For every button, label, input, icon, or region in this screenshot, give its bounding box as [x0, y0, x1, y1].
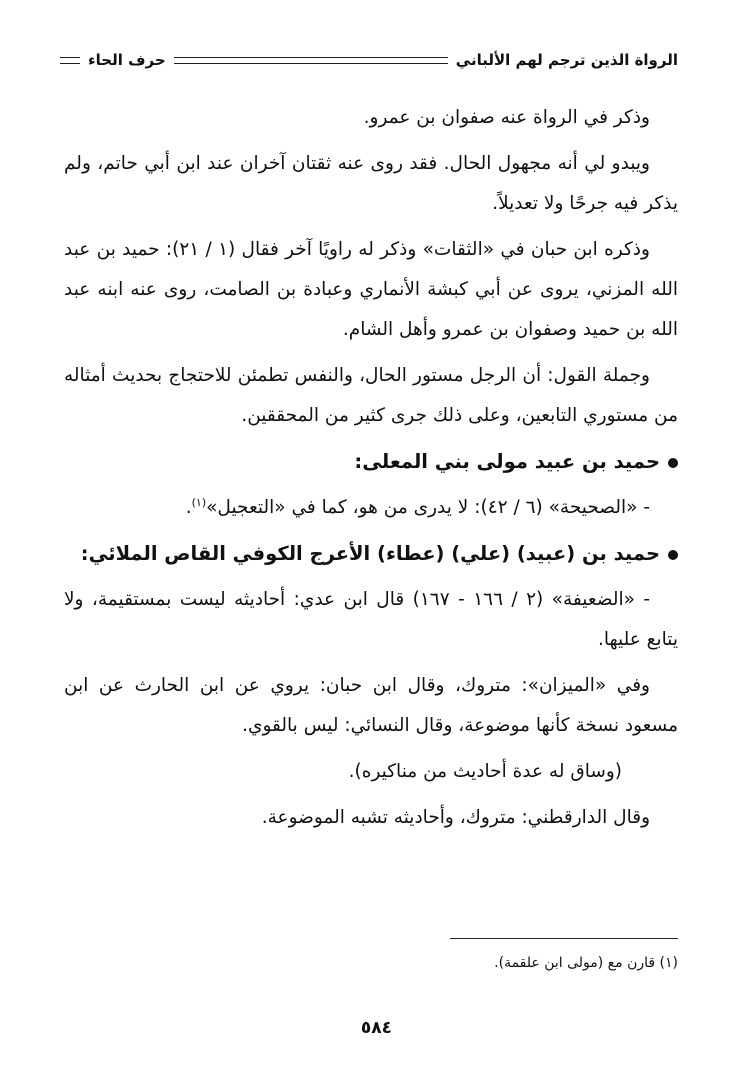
entry-2-line-2: وفي «الميزان»: متروك، وقال ابن حبان: يروي عن ابن الحارث عن ابن مسعود نسخة كأنها موضوعة، وقال النسائي: ليس بالقوي.: [64, 675, 678, 736]
entry-1-line-1: [64, 488, 678, 528]
entry-text: - «الصحيحة» (٦ / ٤٢): لا يدرى من هو، كما في «التعجيل»: [206, 497, 650, 518]
paragraph-2: ويبدو لي أنه مجهول الحال. فقد روى عنه ثقتان آخران عند ابن أبي حاتم، ولم يذكر فيه جرحًا ولا تعديلاً.: [64, 153, 678, 214]
entry-heading-1: [64, 442, 678, 482]
footnote-separator: [450, 938, 678, 939]
footnote-ref[interactable]: (١): [191, 495, 207, 509]
entry-heading-2: [64, 534, 678, 574]
paragraph-4: وجملة القول: أن الرجل مستور الحال، والنفس تطمئن للاحتجاج بحديث أمثاله من مستوري التابعين، وعلى ذلك جرى كثير من المحققين.: [64, 365, 678, 426]
bullet-icon: [668, 550, 678, 560]
footnote: (١) قارن مع (مولى ابن علقمة).: [494, 955, 678, 971]
entry-heading-text: حميد بن عبيد مولى بني المعلى:: [354, 450, 660, 473]
paragraph-1: وذكر في الرواة عنه صفوان بن عمرو.: [363, 107, 650, 128]
main-text: [64, 98, 678, 844]
header-rule: [174, 57, 448, 64]
bullet-icon: [668, 458, 678, 468]
book-title: الرواة الذين ترجم لهم الألباني: [455, 51, 678, 69]
page-number: ٥٨٤: [360, 1018, 393, 1038]
chapter-title: حرف الحاء: [88, 51, 166, 69]
entry-2-line-1: - «الضعيفة» (٢ / ١٦٦ - ١٦٧) قال ابن عدي: أحاديثه ليست بمستقيمة، ولا يتابع عليها.: [64, 589, 678, 650]
entry-2-line-3: (وساق له عدة أحاديث من مناكيره).: [348, 761, 622, 782]
entry-2-line-4: وقال الدارقطني: متروك، وأحاديثه تشبه الموضوعة.: [261, 807, 650, 828]
header-rule-tail: [60, 57, 80, 64]
entry-heading-text: حميد بن (عبيد) (علي) (عطاء) الأعرج الكوفي القاص الملائي:: [80, 542, 660, 565]
running-header: [60, 48, 678, 72]
paragraph-3: وذكره ابن حبان في «الثقات» وذكر له راويًا آخر فقال (١ / ٢١): حميد بن عبد الله المزني، يروى عن أبي كبشة الأنماري وعبادة بن الصامت، روى عنه ابنه عبد الله بن حميد وصفوان بن عمرو وأهل الشام.: [64, 239, 678, 340]
entry-text-end: .: [185, 497, 192, 518]
